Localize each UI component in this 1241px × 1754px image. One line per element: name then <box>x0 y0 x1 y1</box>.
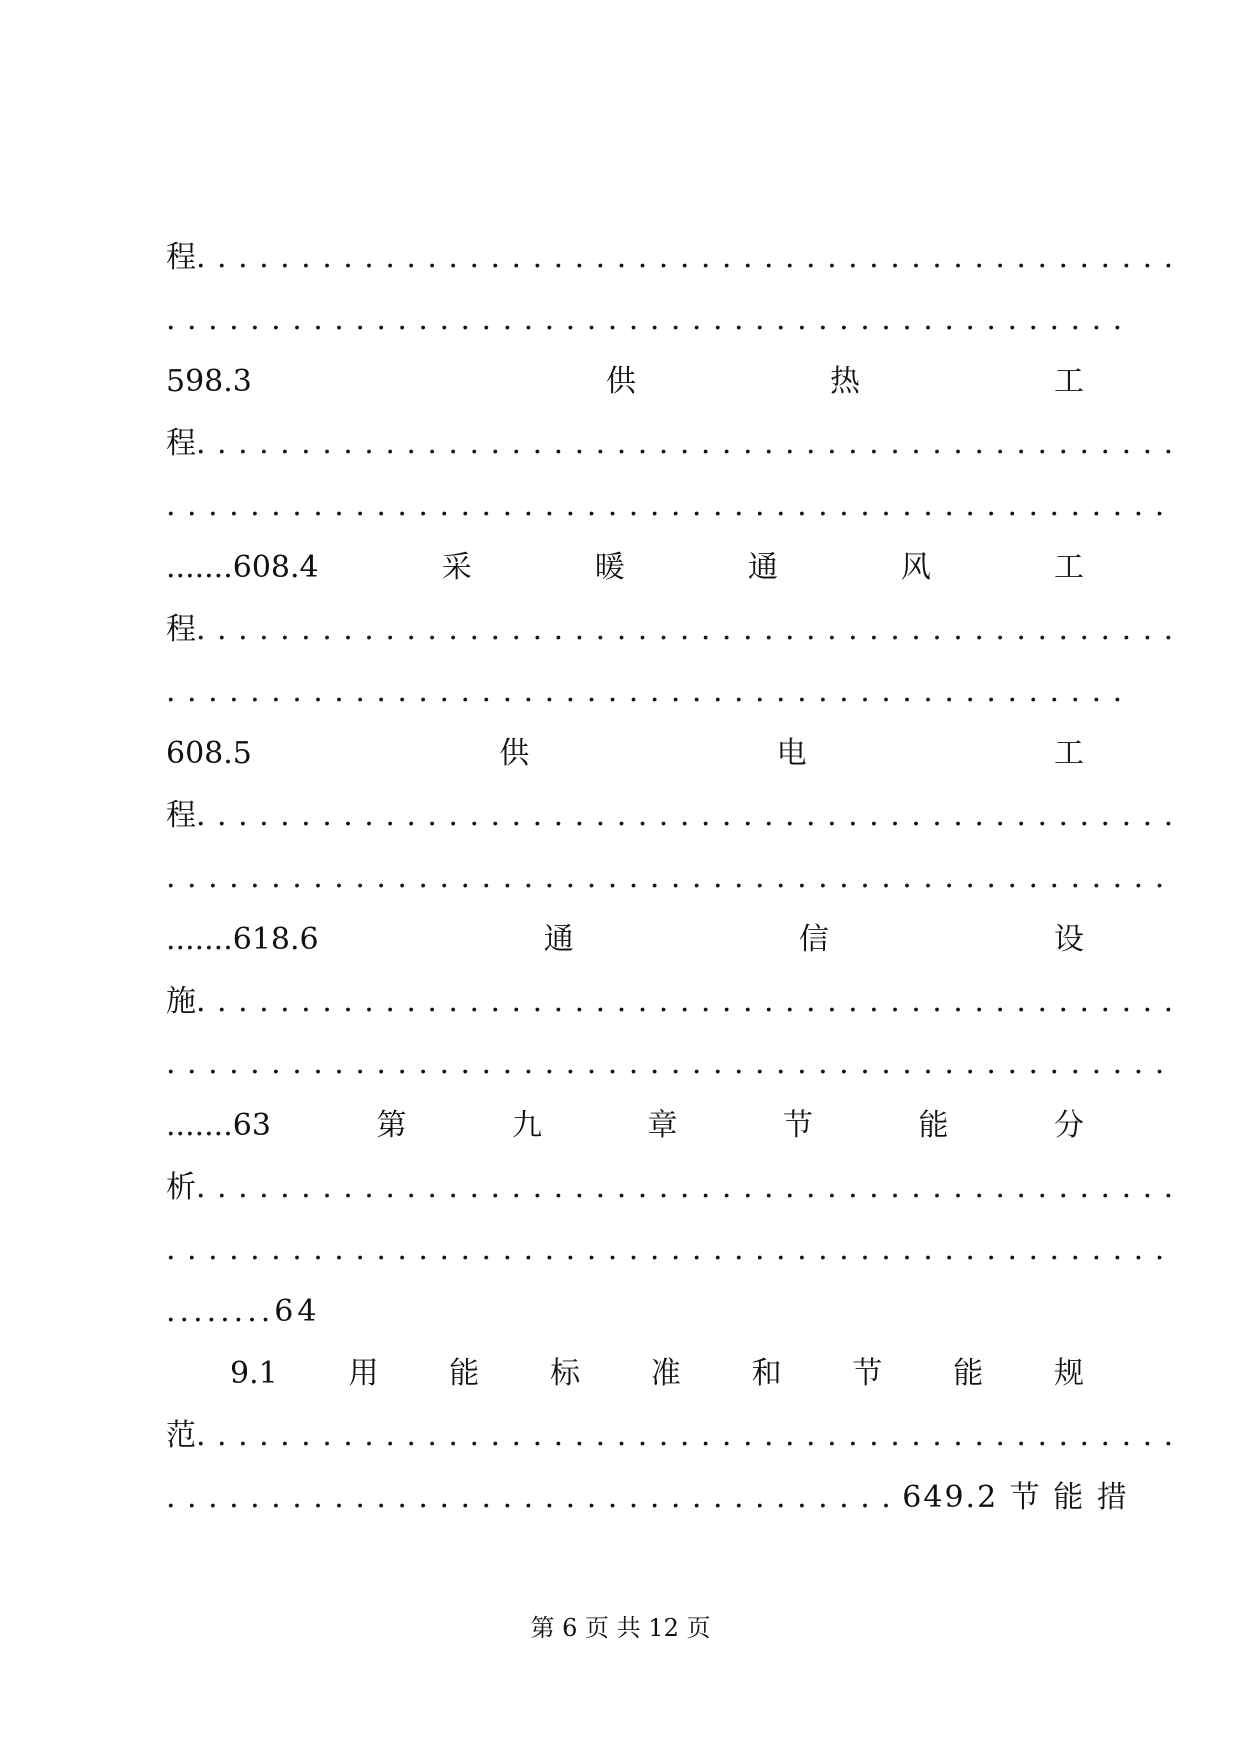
toc-text: 信 <box>798 922 829 957</box>
toc-text: 范 <box>166 1418 196 1453</box>
toc-text: 供 <box>605 364 636 399</box>
toc-section-number: 9.1 <box>230 1356 278 1391</box>
leader-dots: ............................................... <box>196 1170 1185 1205</box>
toc-text: 能 <box>449 1356 480 1391</box>
toc-text: 通 <box>543 922 574 957</box>
toc-text: 工 <box>1053 736 1084 771</box>
toc-line <box>166 608 1185 652</box>
toc-text: 和 <box>751 1356 782 1391</box>
toc-text: 程 <box>166 798 196 833</box>
toc-text: 施 <box>166 984 196 1019</box>
toc-entry-8-6 <box>166 918 1084 962</box>
toc-entry-9-2 <box>166 1476 1129 1520</box>
toc-line <box>166 484 1176 528</box>
toc-line <box>166 980 1185 1024</box>
leader-dots: ................................................ <box>166 1232 1176 1267</box>
toc-text: 程 <box>166 426 196 461</box>
leader-dots: ................................................ <box>166 1046 1176 1081</box>
toc-text: 能 <box>918 1108 949 1143</box>
toc-line <box>166 670 1134 714</box>
toc-line <box>166 794 1185 838</box>
toc-text: 节 <box>852 1356 883 1391</box>
toc-text: 采 <box>441 550 472 585</box>
toc-text: 暖 <box>594 550 625 585</box>
toc-text: 九 <box>511 1108 542 1143</box>
leader-dots: ................................................ <box>166 860 1176 895</box>
toc-line <box>166 1228 1176 1272</box>
toc-line <box>166 1166 1185 1210</box>
toc-text: 能 <box>953 1356 984 1391</box>
leader-dots: ............................................... <box>196 612 1185 647</box>
toc-entry-chapter-9 <box>166 1104 1084 1148</box>
toc-entry-8-5 <box>166 732 1084 776</box>
toc-page-number: .......608.4 <box>166 550 319 585</box>
toc-text: 供 <box>499 736 530 771</box>
toc-text: 分 <box>1053 1108 1084 1143</box>
toc-line <box>166 1290 1084 1334</box>
toc-text: 工 <box>1053 364 1084 399</box>
toc-text: 析 <box>166 1170 196 1205</box>
page-number-label: 第 6 页 共 12 页 <box>530 1614 711 1642</box>
toc-page-number: .......63 <box>166 1108 271 1143</box>
toc-page-number: 598.3 <box>166 364 252 399</box>
page-footer <box>0 1610 1241 1646</box>
toc-line <box>166 1414 1185 1458</box>
toc-line <box>166 422 1185 466</box>
toc-entry-8-4 <box>166 546 1084 590</box>
toc-page-number: .......618.6 <box>166 922 319 957</box>
leader-dots: ............................................... <box>196 984 1185 1019</box>
leader-dots: .............................................. <box>166 674 1134 709</box>
toc-text: 热 <box>829 364 860 399</box>
toc-text: 第 <box>376 1108 407 1143</box>
toc-text: 程 <box>166 612 196 647</box>
toc-text: 风 <box>900 550 931 585</box>
toc-page-number: ........64 <box>166 1294 321 1329</box>
toc-text: 工 <box>1053 550 1084 585</box>
leader-dots: ............................................... <box>196 798 1185 833</box>
leader-dots: ................................... <box>166 1480 903 1515</box>
toc-text: 准 <box>650 1356 681 1391</box>
toc-text: 节 <box>782 1108 813 1143</box>
toc-page-number: 608.5 <box>166 736 252 771</box>
toc-entry-9-1 <box>230 1352 1084 1396</box>
toc-text: 设 <box>1053 922 1084 957</box>
toc-text: 用 <box>348 1356 379 1391</box>
toc-text: 程 <box>166 240 196 275</box>
toc-entry-8-3 <box>166 360 1084 404</box>
toc-text: 标 <box>550 1356 581 1391</box>
leader-dots: ................................................ <box>166 488 1176 523</box>
toc-line <box>166 298 1134 342</box>
toc-text: 规 <box>1053 1356 1084 1391</box>
toc-text: 电 <box>776 736 807 771</box>
toc-line <box>166 856 1176 900</box>
toc-text: 章 <box>647 1108 678 1143</box>
leader-dots: ............................................... <box>196 1418 1185 1453</box>
toc-text: 649.2 节 能 措 <box>902 1480 1129 1515</box>
toc-line <box>166 1042 1176 1086</box>
leader-dots: ............................................... <box>196 240 1185 275</box>
toc-line <box>166 236 1185 280</box>
leader-dots: ............................................... <box>196 426 1185 461</box>
toc-text: 通 <box>747 550 778 585</box>
leader-dots: .............................................. <box>166 302 1134 337</box>
